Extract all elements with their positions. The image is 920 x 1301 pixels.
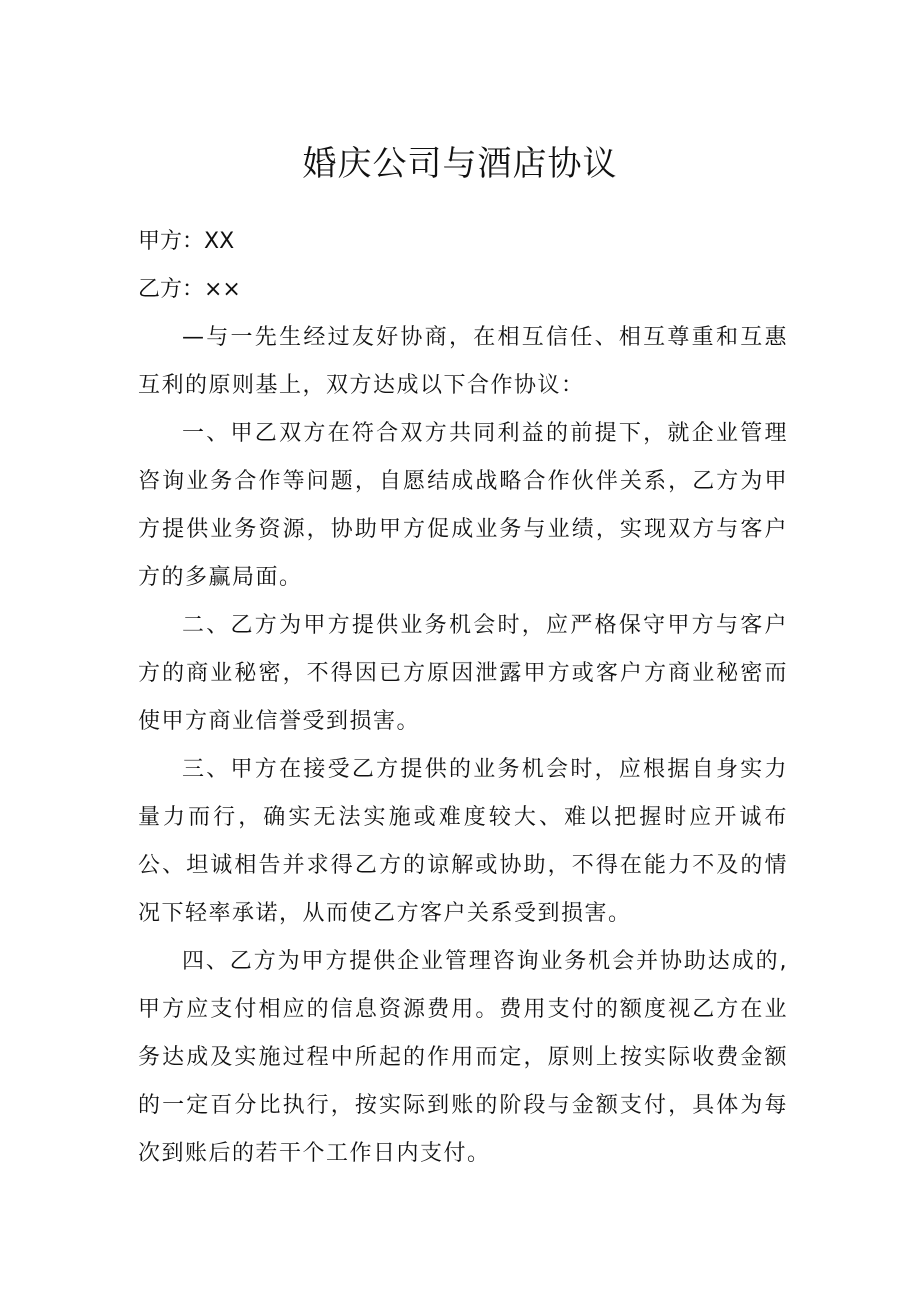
intro-paragraph: —与一先生经过友好协商，在相互信任、相互尊重和互惠互利的原则基上，双方达成以下合作协议： [138, 325, 788, 398]
party-a-line: 甲方：XX [138, 229, 235, 254]
party-b-line: 乙方：×× [138, 277, 241, 302]
clause-4-paragraph: 四、乙方为甲方提供企业管理咨询业务机会并协助达成的,甲方应支付相应的信息资源费用。费用支付的额度视乙方在业务达成及实施过程中所起的作用而定，原则上按实际收费金额的一定百分比执行，按实际到账的阶段与金额支付，具体为每次到账后的若干个工作日内支付。 [138, 949, 788, 1166]
document-body [138, 218, 788, 1178]
clause-1-paragraph: 一、甲乙双方在符合双方共同利益的前提下，就企业管理咨询业务合作等问题，自愿结成战略合作伙伴关系，乙方为甲方提供业务资源，协助甲方促成业务与业绩，实现双方与客户方的多赢局面。 [138, 421, 788, 590]
document-title: 婚庆公司与酒店协议 [302, 144, 618, 184]
clause-3-paragraph: 三、甲方在接受乙方提供的业务机会时，应根据自身实力量力而行，确实无法实施或难度较大、难以把握时应开诚布公、坦诚相告并求得乙方的谅解或协助，不得在能力不及的情况下轻率承诺，从而使乙方客户关系受到损害。 [138, 757, 788, 926]
clause-2-paragraph: 二、乙方为甲方提供业务机会时，应严格保守甲方与客户方的商业秘密，不得因已方原因泄露甲方或客户方商业秘密而使甲方商业信誉受到损害。 [138, 613, 788, 734]
